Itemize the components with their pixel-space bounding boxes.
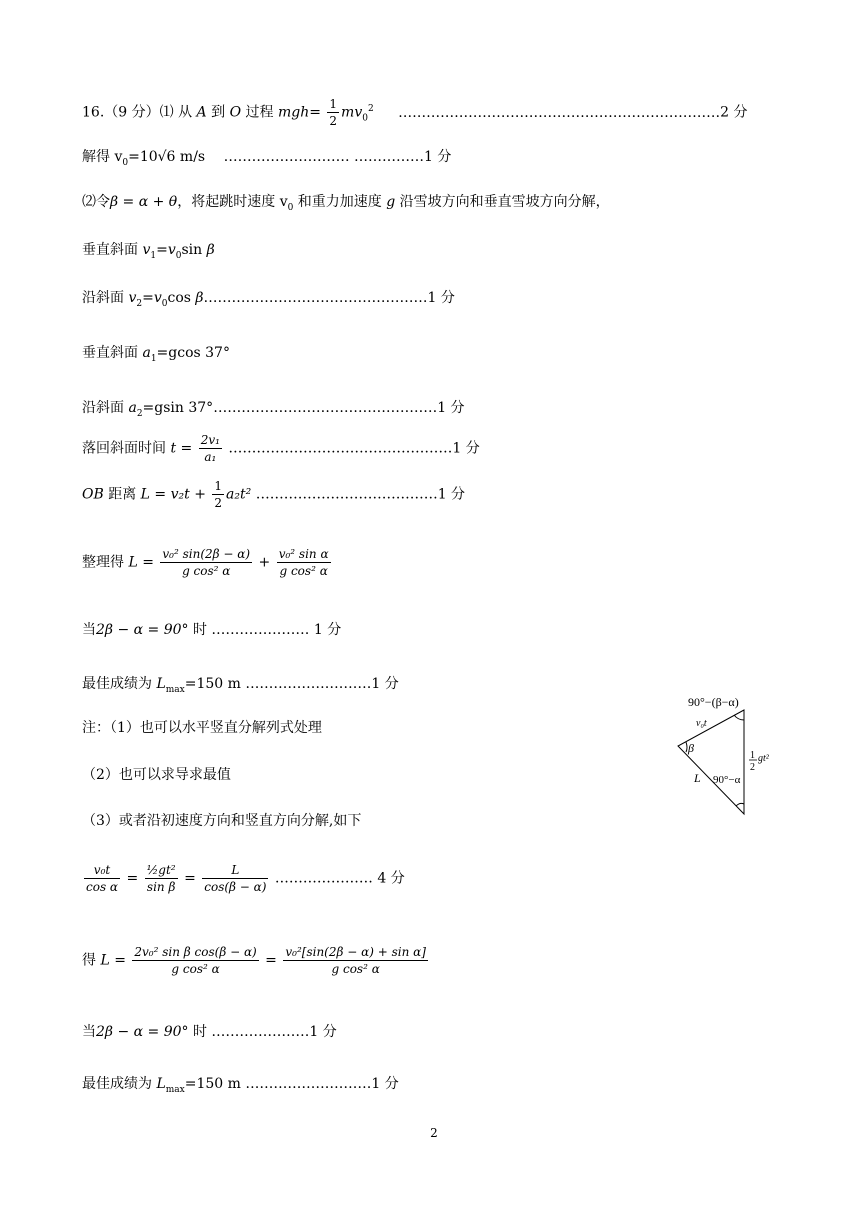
mgh: mgh: [277, 104, 310, 121]
result-L-line: [82, 546, 333, 579]
bottom-angle-label: 90°−α: [713, 774, 741, 786]
beta: β: [206, 242, 215, 258]
text: 时 ………………… 1 分: [188, 622, 342, 638]
leader-dots: ………………… 4 分: [274, 870, 405, 887]
point-o: O: [229, 104, 242, 121]
L: L: [156, 676, 166, 692]
subscript: 0: [362, 113, 368, 124]
fraction: [145, 862, 178, 895]
text: 到: [206, 104, 230, 121]
text: （3）或者沿初速度方向和竖直方向分解,如下: [82, 813, 362, 829]
note-3: [82, 811, 361, 831]
score: 1 分: [452, 440, 480, 457]
L: L: [156, 1076, 166, 1092]
fraction: [283, 944, 428, 977]
result-L2-line: [82, 944, 430, 977]
angle-arc-bottom: [736, 803, 744, 806]
subscript: max: [165, 1084, 185, 1095]
beta-label: β: [688, 741, 694, 755]
leader-dots: …………………………………………: [203, 290, 428, 306]
equation: β = α + θ: [110, 194, 178, 210]
score: 1 分: [437, 400, 465, 416]
subscript: 0: [287, 202, 294, 213]
denominator: 2: [329, 114, 338, 128]
fraction-half: [212, 478, 224, 511]
equation: 2β − α = 90°: [96, 1024, 189, 1040]
denominator: cos(β − α): [204, 880, 267, 894]
score: 1 分: [427, 290, 455, 306]
numerator: v₀² sin α: [278, 547, 329, 561]
fraction: [277, 546, 331, 579]
ob-distance-line: [82, 478, 465, 511]
score: 1 分: [437, 486, 466, 503]
point-a: A: [196, 104, 207, 121]
numerator: v₀² sin(2β − α): [162, 547, 251, 561]
t: t: [170, 440, 177, 457]
L: L: [100, 952, 110, 969]
sin: sin: [181, 242, 207, 258]
fraction: [202, 862, 268, 895]
v: v: [167, 242, 176, 258]
time-line: [82, 432, 480, 465]
part1-line: [82, 96, 748, 129]
text: 沿斜面: [82, 400, 129, 416]
text: =150 m ………………………1 分: [184, 1076, 399, 1092]
ob: OB: [82, 486, 104, 503]
text: 当: [82, 622, 96, 638]
beta: β: [195, 290, 204, 306]
condition-line: [82, 620, 341, 640]
fraction: [84, 862, 120, 895]
fraction: [160, 546, 252, 579]
score: 1 分: [424, 149, 452, 165]
numerator: ½gt²: [146, 863, 176, 877]
best-result-line-2: [82, 1074, 399, 1100]
text: 得: [82, 952, 101, 969]
ratio-line: [82, 862, 405, 895]
leader-dots: …………………………………………: [228, 440, 453, 457]
fraction: [132, 944, 258, 977]
best-result-line: [82, 674, 399, 700]
numerator: 1: [329, 97, 338, 111]
unit: m/s: [175, 149, 206, 165]
numerator: v₀t: [84, 862, 120, 879]
text: =150 m ………………………1 分: [184, 676, 399, 692]
part2-line: [82, 192, 610, 218]
numerator: 1: [214, 479, 223, 493]
cos: cos: [167, 290, 196, 306]
text: 距离: [103, 486, 141, 503]
v2-line: [82, 288, 455, 314]
equals: =: [156, 242, 168, 258]
subscript: 2: [136, 408, 143, 419]
v: v: [153, 290, 162, 306]
half-den-label: 2: [750, 762, 755, 773]
fraction-half: [327, 96, 339, 129]
text: 沿雪坡方向和垂直雪坡方向分解，: [395, 194, 610, 210]
equals: =: [260, 952, 282, 969]
text: 垂直斜面: [82, 242, 143, 258]
v: v: [142, 242, 151, 258]
mv: mv: [341, 104, 363, 121]
leader-dots: …………………………………: [255, 486, 438, 503]
L: L: [140, 486, 150, 503]
text: 最佳成绩为: [82, 1076, 157, 1092]
text: ⑵令: [82, 194, 110, 210]
text: 垂直斜面: [82, 345, 143, 361]
text: 沿斜面: [82, 290, 129, 306]
leader-dots: ……………………………………………………………: [398, 104, 721, 121]
denominator: g cos² α: [279, 564, 328, 578]
note-1: [82, 718, 322, 738]
text: 落回斜面时间: [82, 440, 171, 457]
superscript: 2: [367, 103, 374, 114]
equation: 2β − α = 90°: [96, 622, 189, 638]
text: 最佳成绩为: [82, 676, 157, 692]
gt2-label: gt²: [758, 753, 769, 764]
text: 当: [82, 1024, 96, 1040]
triangle: [678, 710, 744, 814]
denominator: g cos² α: [331, 962, 380, 976]
equals: =: [309, 104, 321, 121]
angle-arc-top: [734, 715, 744, 720]
equals: =: [179, 870, 201, 887]
note-2: [82, 765, 231, 785]
triangle-diagram: [670, 690, 800, 820]
equals: =: [109, 952, 131, 969]
value: =10: [128, 149, 158, 165]
denominator: g cos² α: [171, 962, 220, 976]
equals: =: [142, 290, 154, 306]
page-number: 2: [430, 1126, 438, 1140]
denominator: cos α: [86, 880, 119, 894]
text: （2）也可以求导求最值: [82, 767, 231, 783]
fraction: [199, 432, 222, 465]
denominator: sin β: [146, 880, 176, 894]
denominator: 2: [214, 496, 223, 510]
numerator: L: [202, 862, 268, 879]
equals: =: [122, 870, 143, 887]
text: ，将起跳时速度 v: [177, 194, 288, 210]
text: 和重力加速度: [293, 194, 387, 210]
text: 时 …………………1 分: [188, 1024, 337, 1040]
sqrt: √6: [157, 149, 176, 165]
text: 解得 v: [82, 149, 123, 165]
denominator: g cos² α: [182, 564, 231, 578]
value: =gsin 37°: [142, 400, 214, 416]
subscript: 0: [175, 250, 182, 261]
angle-arc-left: [686, 742, 687, 752]
text: 过程: [241, 104, 278, 121]
leader-dots: …………………………………………: [213, 400, 438, 416]
L: L: [128, 554, 138, 571]
solution-v0-line: [82, 147, 451, 173]
score: 2 分: [720, 104, 748, 121]
g: g: [386, 194, 396, 210]
a2-line: [82, 398, 465, 424]
a: a: [128, 400, 137, 416]
top-angle-label: 90°−(β−α): [688, 695, 739, 709]
leader-dots: ……………………… ……………: [223, 149, 425, 165]
subscript: 2: [136, 298, 143, 309]
numerator: 2v₀² sin β cos(β − α): [134, 945, 257, 959]
a1-line: [82, 343, 230, 369]
v1-line: [82, 240, 215, 266]
value: =gcos 37°: [156, 345, 230, 361]
L-label: L: [694, 771, 701, 785]
subscript: 0: [122, 157, 129, 168]
subscript: 1: [150, 250, 157, 261]
condition-line-2: [82, 1022, 337, 1042]
equals: =: [137, 554, 159, 571]
numerator: v₀²[sin(2β − α) + sin α]: [285, 945, 426, 959]
expression: a₂t²: [226, 486, 252, 503]
v0t-label: v₀t: [696, 718, 707, 729]
plus: +: [254, 554, 275, 571]
subscript: 0: [161, 298, 168, 309]
half-num-label: 1: [750, 750, 755, 761]
text: 注：（1）也可以水平竖直分解列式处理: [82, 720, 322, 736]
a: a: [142, 345, 151, 361]
expression: = v₂t +: [149, 486, 211, 503]
v: v: [128, 290, 137, 306]
denominator: a₁: [204, 450, 217, 464]
subscript: max: [165, 684, 185, 695]
numerator: 2v₁: [200, 433, 220, 447]
subscript: 1: [150, 353, 157, 364]
text: 整理得: [82, 554, 129, 571]
equals: =: [176, 440, 197, 457]
problem-number: 16.（9 分）⑴ 从: [82, 104, 193, 121]
